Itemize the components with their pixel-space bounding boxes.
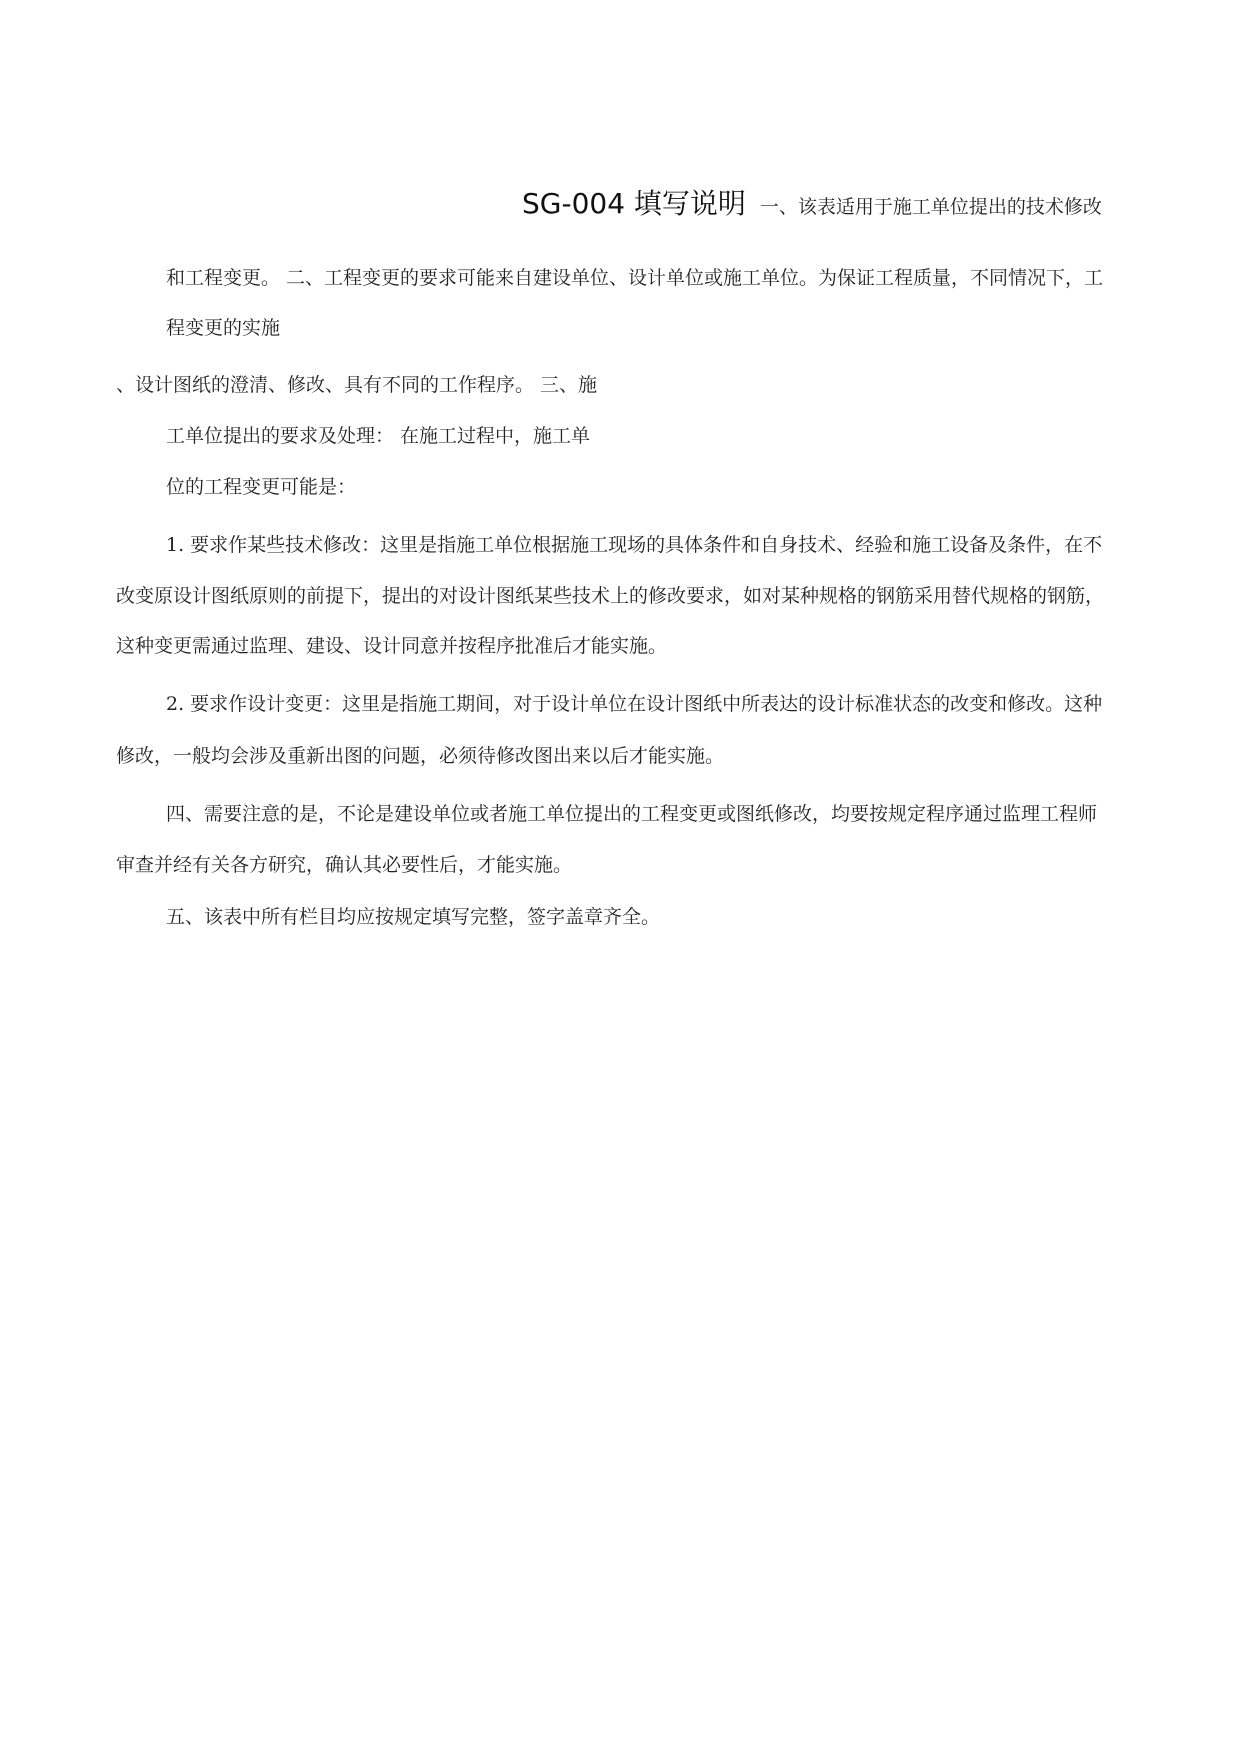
document-heading [522,187,1102,224]
text-line: 位的工程变更可能是： [166,476,357,498]
text-line: 和工程变更。 二、工程变更的要求可能来自建设单位、设计单位或施工单位。为保证工程质量，不同情况下，工 [166,267,1104,289]
heading-tail-text: 一、该表适用于施工单位提出的技术修改 [759,196,1102,218]
text-line: 2. 要求作设计变更：这里是指施工期间，对于设计单位在设计图纸中所表达的设计标准状态的改变和修改。这种 [166,693,1103,715]
text-line: 1. 要求作某些技术修改：这里是指施工单位根据施工现场的具体条件和自身技术、经验和施工设备及条件，在不 [166,534,1103,556]
text-line: 五、该表中所有栏目均应按规定填写完整，签字盖章齐全。 [166,906,661,928]
text-line: 改变原设计图纸原则的前提下，提出的对设计图纸某些技术上的修改要求，如对某种规格的钢筋采用替代规格的钢筋， [116,585,1105,607]
text-line: 、设计图纸的澄清、修改、具有不同的工作程序。 三、施 [116,374,598,396]
text-line: 四、需要注意的是，不论是建设单位或者施工单位提出的工程变更或图纸修改，均要按规定程序通过监理工程师 [166,803,1098,825]
text-line: 程变更的实施 [166,317,281,339]
text-line: 审查并经有关各方研究，确认其必要性后，才能实施。 [116,854,573,876]
text-line: 修改，一般均会涉及重新出图的问题，必须待修改图出来以后才能实施。 [116,745,725,767]
text-line: 工单位提出的要求及处理： 在施工过程中，施工单 [166,425,591,447]
document-title: SG-004 填写说明 [522,187,746,220]
text-line: 这种变更需通过监理、建设、设计同意并按程序批准后才能实施。 [116,635,668,657]
